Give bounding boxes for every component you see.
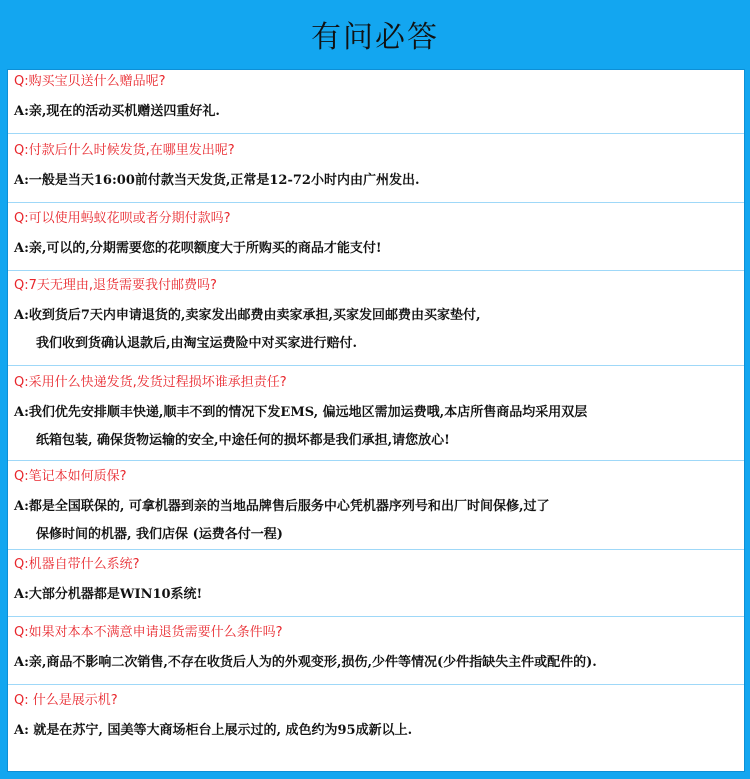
divider: [8, 549, 744, 550]
divider: [8, 616, 744, 617]
faq-item: [14, 556, 738, 609]
faq-item: [14, 210, 738, 263]
divider: [8, 365, 744, 366]
divider: [8, 460, 744, 461]
faq-answer-line: A:都是全国联保的, 可拿机器到亲的当地品牌售后服务中心凭机器序列号和出厂时间保修,过了: [14, 499, 550, 514]
faq-answer-line: A: 就是在苏宁, 国美等大商场柜台上展示过的, 成色约为95成新以上.: [14, 723, 413, 738]
faq-item: [14, 73, 738, 126]
faq-item: [14, 277, 738, 358]
faq-answer-line: 保修时间的机器, 我们店保 (运费各付一程): [36, 527, 283, 542]
faq-answer-line: A:亲,可以的,分期需要您的花呗额度大于所购买的商品才能支付!: [14, 241, 382, 256]
faq-answer: [14, 235, 738, 263]
faq-answer: [14, 493, 738, 549]
faq-answer-line: A:亲,商品不影响二次销售,不存在收货后人为的外观变形,损伤,少件等情况(少件指缺失主件或配件的).: [14, 655, 597, 670]
faq-question: Q:机器自带什么系统?: [14, 557, 140, 572]
faq-answer: [14, 399, 738, 455]
faq-question: Q:如果对本本不满意申请退货需要什么条件吗?: [14, 625, 283, 640]
faq-answer-line: 纸箱包装, 确保货物运输的安全,中途任何的损坏都是我们承担,请您放心!: [36, 433, 450, 448]
divider: [8, 270, 744, 271]
faq-answer: [14, 581, 738, 609]
faq-item: [14, 624, 738, 677]
divider: [8, 202, 744, 203]
faq-answer: [14, 167, 738, 195]
faq-question: Q:采用什么快递发货,发货过程损坏谁承担责任?: [14, 375, 287, 390]
faq-answer-line: A:一般是当天16:00前付款当天发货,正常是12-72小时内由广州发出.: [14, 173, 420, 188]
faq-item: [14, 468, 738, 549]
faq-question: Q:笔记本如何质保?: [14, 469, 127, 484]
faq-question: Q:7天无理由,退货需要我付邮费吗?: [14, 278, 217, 293]
page-title: 有问必答: [311, 20, 439, 55]
faq-answer: [14, 98, 738, 126]
divider: [8, 684, 744, 685]
faq-answer-line: A:我们优先安排顺丰快递,顺丰不到的情况下发EMS, 偏远地区需加运费哦,本店所售商品均采用双层: [14, 405, 588, 420]
faq-answer-line: A:亲,现在的活动买机赠送四重好礼.: [14, 104, 220, 119]
faq-question: Q:购买宝贝送什么赠品呢?: [14, 74, 166, 89]
faq-question: Q:付款后什么时候发货,在哪里发出呢?: [14, 143, 235, 158]
faq-question: Q:可以使用蚂蚁花呗或者分期付款吗?: [14, 211, 231, 226]
faq-answer-line: A:收到货后7天内申请退货的,卖家发出邮费由卖家承担,买家发回邮费由买家垫付,: [14, 308, 481, 323]
faq-panel: [7, 69, 745, 772]
faq-answer: [14, 302, 738, 358]
divider: [8, 133, 744, 134]
faq-question: Q: 什么是展示机?: [14, 693, 118, 708]
faq-answer-line: 我们收到货确认退款后,由淘宝运费险中对买家进行赔付.: [36, 336, 358, 351]
faq-item: [14, 374, 738, 455]
faq-item: [14, 692, 738, 745]
faq-item: [14, 142, 738, 195]
faq-answer: [14, 717, 738, 745]
faq-answer: [14, 649, 738, 677]
faq-answer-line: A:大部分机器都是WIN10系统!: [14, 587, 203, 602]
